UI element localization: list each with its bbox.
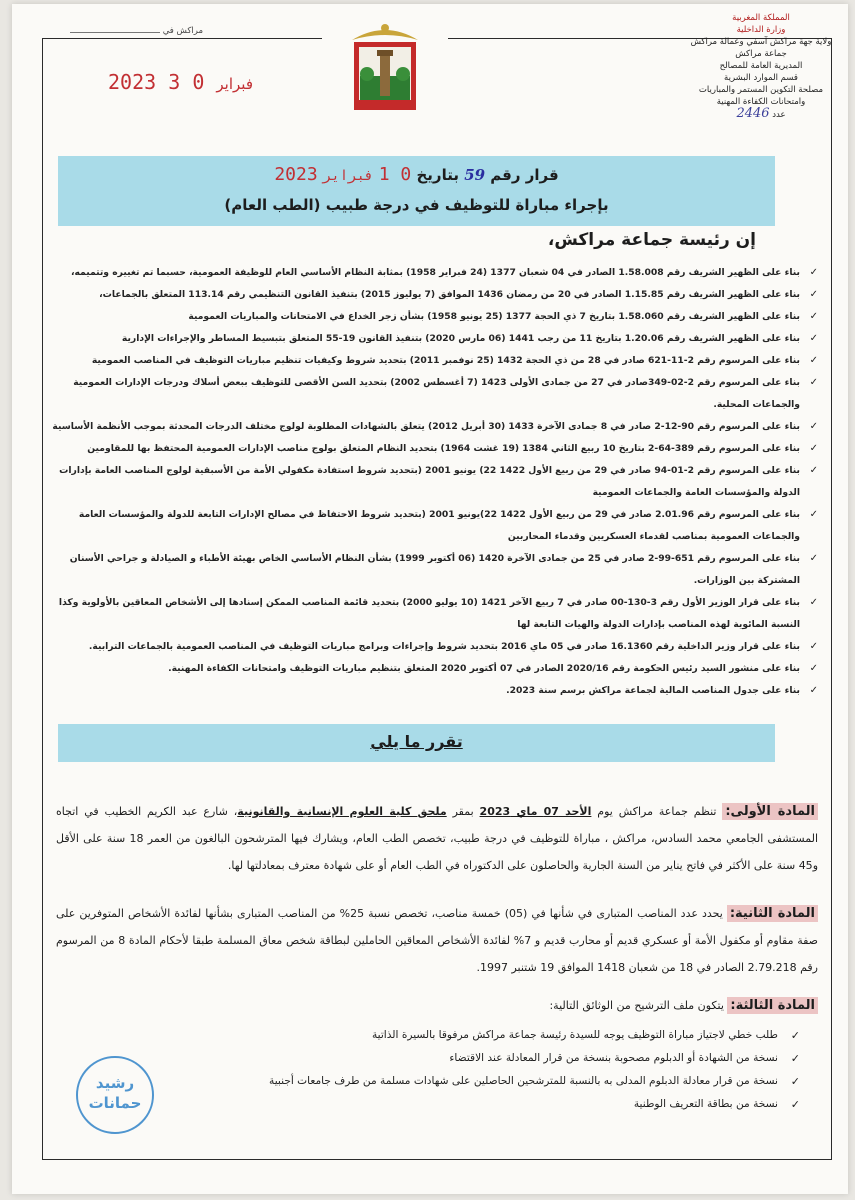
signature-line-2: حمانات: [88, 1094, 142, 1112]
check-icon: ✓: [809, 663, 818, 674]
legal-basis-item: [52, 306, 818, 328]
legal-basis-text: بناء على قرار وزير الداخلية رقم 16.1360 صادر في 05 ماي 2016 بتحديد شروط وإجراءات وبرامج مباريات التوظيف في المناصب العمومية بالجماعات الترابية.: [88, 641, 800, 652]
check-icon: ✓: [809, 597, 818, 608]
article-1-date: الأحد 07 ماي 2023: [479, 805, 592, 818]
legal-basis-item: [52, 328, 818, 350]
legal-basis-item: [52, 350, 818, 372]
check-icon: ✓: [809, 377, 818, 388]
preamble-title: إن رئيسة جماعة مراكش،: [547, 230, 756, 250]
stamp-day: 0 3: [168, 70, 205, 94]
document-text: طلب خطي لاجتياز مباراة التوظيف يوجه للسيدة رئيسة جماعة مراكش مرفوقا بالسيرة الذاتية: [371, 1029, 778, 1041]
legal-basis-text: بناء على قرار الوزير الأول رقم 3-130-00 صادر في 7 ربيع الآخر 1421 (10 يوليو 2000) بتحديد قائمة المناصب الممكن إسنادها إلى الأشخاص المعاقين بالأولوية وكذا النسبة المائوية لهذه المناصب بإدارات الدولة والهيات التابعة لها: [58, 597, 800, 630]
legal-basis-text: بناء على المرسوم رقم 2.01.96 صادر في 29 من ربيع الأول 1422 22)يونيو 2001 (بتحديد شروط الاحتفاظ في مصالح الإدارات التابعة للدولة والمؤسسات العامة والجماعات العمومية بمناصب لقدماء العسكريين وقدماء المحاربين: [78, 509, 800, 542]
place-caption: مراكش في: [162, 26, 204, 36]
document-item: [112, 1093, 800, 1116]
legal-basis-text: بناء على المرسوم رقم 389-64-2 بتاريخ 10 ربيع الثاني 1384 (19 غشت 1964) بتحديد النظام المتعلق بولوج مناصب الإدارات العمومية المحتفظ بها للمقاومين: [87, 443, 800, 454]
document-text: نسخة من بطاقة التعريف الوطنية: [633, 1098, 778, 1110]
decision-stamp-month: فبراير: [322, 168, 374, 184]
legal-basis-text: بناء على المرسوم رقم 2-11-621 صادر في 28 من ذي الحجة 1432 (25 نوفمبر 2011) بتحديد شروط وكيفيات تنظيم مباريات التوظيف في المناصب العمومية: [91, 355, 800, 366]
legal-basis-item: [52, 262, 818, 284]
division-label: قسم الموارد البشرية: [724, 73, 798, 83]
article-2-label: المادة الثانية:: [727, 905, 818, 922]
decision-stamp-day: 0 1: [378, 164, 412, 185]
legal-basis-item: [52, 680, 818, 702]
decision-heading: [58, 164, 775, 185]
stamp-year: 2023: [108, 70, 157, 94]
legal-basis-item: [52, 592, 818, 636]
legal-basis-text: بناء على الظهير الشريف رقم 1.15.85 الصادر في 20 من رمضان 1436 الموافق (7 يوليوز 2015) بتنفيذ القانون التنظيمي رقم 113.14 المتعلق بالجماعات،: [99, 289, 800, 300]
decides-heading: تقرر ما يلي: [370, 732, 463, 751]
legal-basis-text: بناء على الظهير الشريف رقم 1.20.06 بتاريخ 11 من رجب 1441 (06 مارس 2020) بتنفيذ القانون 19-55 المتعلق بتبسيط المساطر والإجراءات الإدارية: [121, 333, 800, 344]
check-icon: ✓: [790, 1052, 800, 1065]
required-documents-list: [112, 1024, 800, 1116]
check-icon: ✓: [790, 1075, 800, 1088]
check-icon: ✓: [809, 553, 818, 564]
directorate-label: المديرية العامة للمصالح: [719, 61, 803, 71]
check-icon: ✓: [809, 355, 818, 366]
document-item: [112, 1070, 800, 1093]
decision-subject: بإجراء مباراة للتوظيف في درجة طبيب (الطب العام): [224, 196, 609, 214]
commune-label: جماعة مراكش: [735, 49, 787, 59]
document-text: نسخة من الشهادة أو الدبلوم مصحوبة بنسخة من قرار المعادلة عند الاقتضاء: [449, 1052, 778, 1064]
document-text: نسخة من قرار معادلة الدبلوم المدلى به بالنسبة للمترشحين الحاصلين على شهادات مسلمة من طرف جامعات أجنبية: [269, 1075, 778, 1087]
ministry-label: وزارة الداخلية: [736, 25, 786, 35]
legal-basis-text: بناء على منشور السيد رئيس الحكومة رقم 2020/16 الصادر في 07 أكتوبر 2020 المتعلق بتنظيم مباريات التوظيف وامتحانات الكفاءة المهنية.: [168, 663, 800, 674]
legal-basis-text: بناء على المرسوم رقم 90-12-2 صادر في 8 جمادى الآخرة 1433 (30 أبريل 2012) يتعلق بالشهادات المطلوبة لولوج مختلف الدرجات المحدثة بموجب الأنظمة الأساسية: [52, 421, 800, 432]
check-icon: ✓: [809, 685, 818, 696]
legal-basis-item: [52, 658, 818, 680]
received-date-stamp: [108, 70, 278, 94]
check-icon: ✓: [809, 267, 818, 278]
legal-basis-text: بناء على جدول المناصب المالية لجماعة مراكش برسم سنة 2023.: [506, 685, 800, 696]
article-1-text-c: ، شارع عبد الكريم الخطيب في اتجاه المستشفى الجامعي محمد السادس، مراكش ، مباراة للتوظيف في درجة طبيب، تخصص الطب العام، ويشارك فيها المترشحون البالغون من العمر 18 سنة على الأقل و45 سنة على الأكثر في فاتح يناير من السنة الجارية والحاصلون على الدكتوراه في الطب العام أو على شهادة معترف بمعادلتها لها.: [56, 805, 819, 872]
legal-basis-text: بناء على الظهير الشريف رقم 1.58.060 بتاريخ 7 ذي الحجة 1377 (25 يونيو 1958) بشأن زجر الخداع في الامتحانات والمباريات العمومية: [188, 311, 800, 322]
article-1-label: المادة الأولى:: [722, 803, 818, 820]
legal-basis-item: [52, 504, 818, 548]
check-icon: ✓: [809, 465, 818, 476]
legal-basis-item: [52, 372, 818, 416]
reference-suffix: عدد: [772, 110, 786, 120]
decision-stamp-year: 2023: [274, 164, 318, 185]
legal-basis-text: بناء على الظهير الشريف رقم 1.58.008 الصادر في 04 شعبان 1377 (24 فبراير 1958) بمثابة النظام الأساسي العام للوظيفة العمومية، حسبما تم تغييره وتتميمه،: [70, 267, 800, 278]
legal-basis-item: [52, 636, 818, 658]
legal-basis-item: [52, 416, 818, 438]
legal-basis-text: بناء على المرسوم رقم 2-01-94 صادر في 29 من ربيع الأول 1422 22) يونيو 2001 (بتحديد شروط استفادة مكفولي الأمة من الأسبقية لولوج المناصب العامة بإدارات الدولة والمؤسسات العامة والجماعات العمومية: [59, 465, 800, 498]
signature-stamp: [76, 1056, 154, 1134]
legal-basis-list: [52, 262, 818, 702]
document-item: [112, 1024, 800, 1047]
article-3-intro: يتكون ملف الترشيح من الوثائق التالية:: [549, 999, 724, 1012]
legal-basis-item: [52, 284, 818, 306]
legal-basis-item: [52, 460, 818, 504]
article-1: [56, 798, 818, 879]
article-2: [56, 900, 818, 981]
region-label: ولاية جهة مراكش آسفي وعمالة مراكش: [690, 37, 832, 47]
check-icon: ✓: [809, 443, 818, 454]
legal-basis-text: بناء على المرسوم رقم 2-02-349صادر في 27 من جمادى الأولى 1423 (7 أغسطس 2002) بتحديد السن الأقصى للتوظيف ببعض أسلاك ودرجات الإدارات العمومية والجماعات المحلية.: [73, 377, 800, 410]
decides-box: [58, 724, 775, 762]
date-blank-line: [70, 32, 160, 33]
check-icon: ✓: [790, 1098, 800, 1111]
legal-basis-item: [52, 548, 818, 592]
article-2-text: يحدد عدد المناصب المتبارى في شأنها في (05) خمسة مناصب، تخصص نسبة 25% من المناصب المتبارى بشأنها لفائدة الأشخاص المتوفرين على صفة مقاوم أو مكفول الأمة أو عسكري قديم أو محارب قديم و 7% لفائدة الأشخاص المعاقين الحاملين لبطاقة شخص معاق المسلمة طبقا لأحكام المادة 8 من المرسوم رقم 2.79.218 الصادر في 18 من شعبان 1418 الموافق 19 شتنبر 1997.: [56, 907, 818, 974]
check-icon: ✓: [809, 333, 818, 344]
article-3: [56, 992, 818, 1019]
article-1-text-a: تنظم جماعة مراكش يوم: [597, 805, 717, 818]
place-date-line: [60, 26, 203, 36]
kingdom-label: المملكة المغربية: [732, 13, 790, 23]
check-icon: ✓: [790, 1029, 800, 1042]
legal-basis-text: بناء على المرسوم رقم 651-99-2 صادر في 25 من جمادى الآخرة 1420 (06 أكتوبر 1999) بشأن النظام الأساسي الخاص بهيئة الأطباء و الصيادلة و جراحي الأسنان المشتركة بين الوزارات.: [69, 553, 800, 586]
document-page: [12, 4, 848, 1194]
check-icon: ✓: [809, 641, 818, 652]
signature-line-1: رشيد: [95, 1074, 135, 1092]
check-icon: ✓: [809, 509, 818, 520]
article-3-label: المادة الثالثة:: [727, 997, 818, 1014]
check-icon: ✓: [809, 289, 818, 300]
letterhead-block: [686, 12, 836, 121]
service-label: مصلحة التكوين المستمر والمباريات: [698, 85, 824, 95]
legal-basis-item: [52, 438, 818, 460]
commune-emblem-image: [322, 18, 448, 116]
check-icon: ✓: [809, 421, 818, 432]
reference-line: [686, 108, 836, 121]
decision-prefix: قرار رقم: [490, 166, 559, 184]
decision-title-box: [58, 156, 775, 226]
article-1-place: ملحق كلية العلوم الإنسانية والقانونية: [237, 805, 447, 818]
document-item: [112, 1047, 800, 1070]
article-1-text-b: بمقر: [452, 805, 474, 818]
stamp-month: فبراير: [216, 75, 253, 93]
check-icon: ✓: [809, 311, 818, 322]
decision-number: 59: [464, 166, 486, 184]
decision-date-prefix: بتاريخ: [416, 166, 459, 184]
reference-number: 2446: [736, 106, 770, 121]
subservice-label: وامتحانات الكفاءة المهنية: [716, 97, 806, 107]
